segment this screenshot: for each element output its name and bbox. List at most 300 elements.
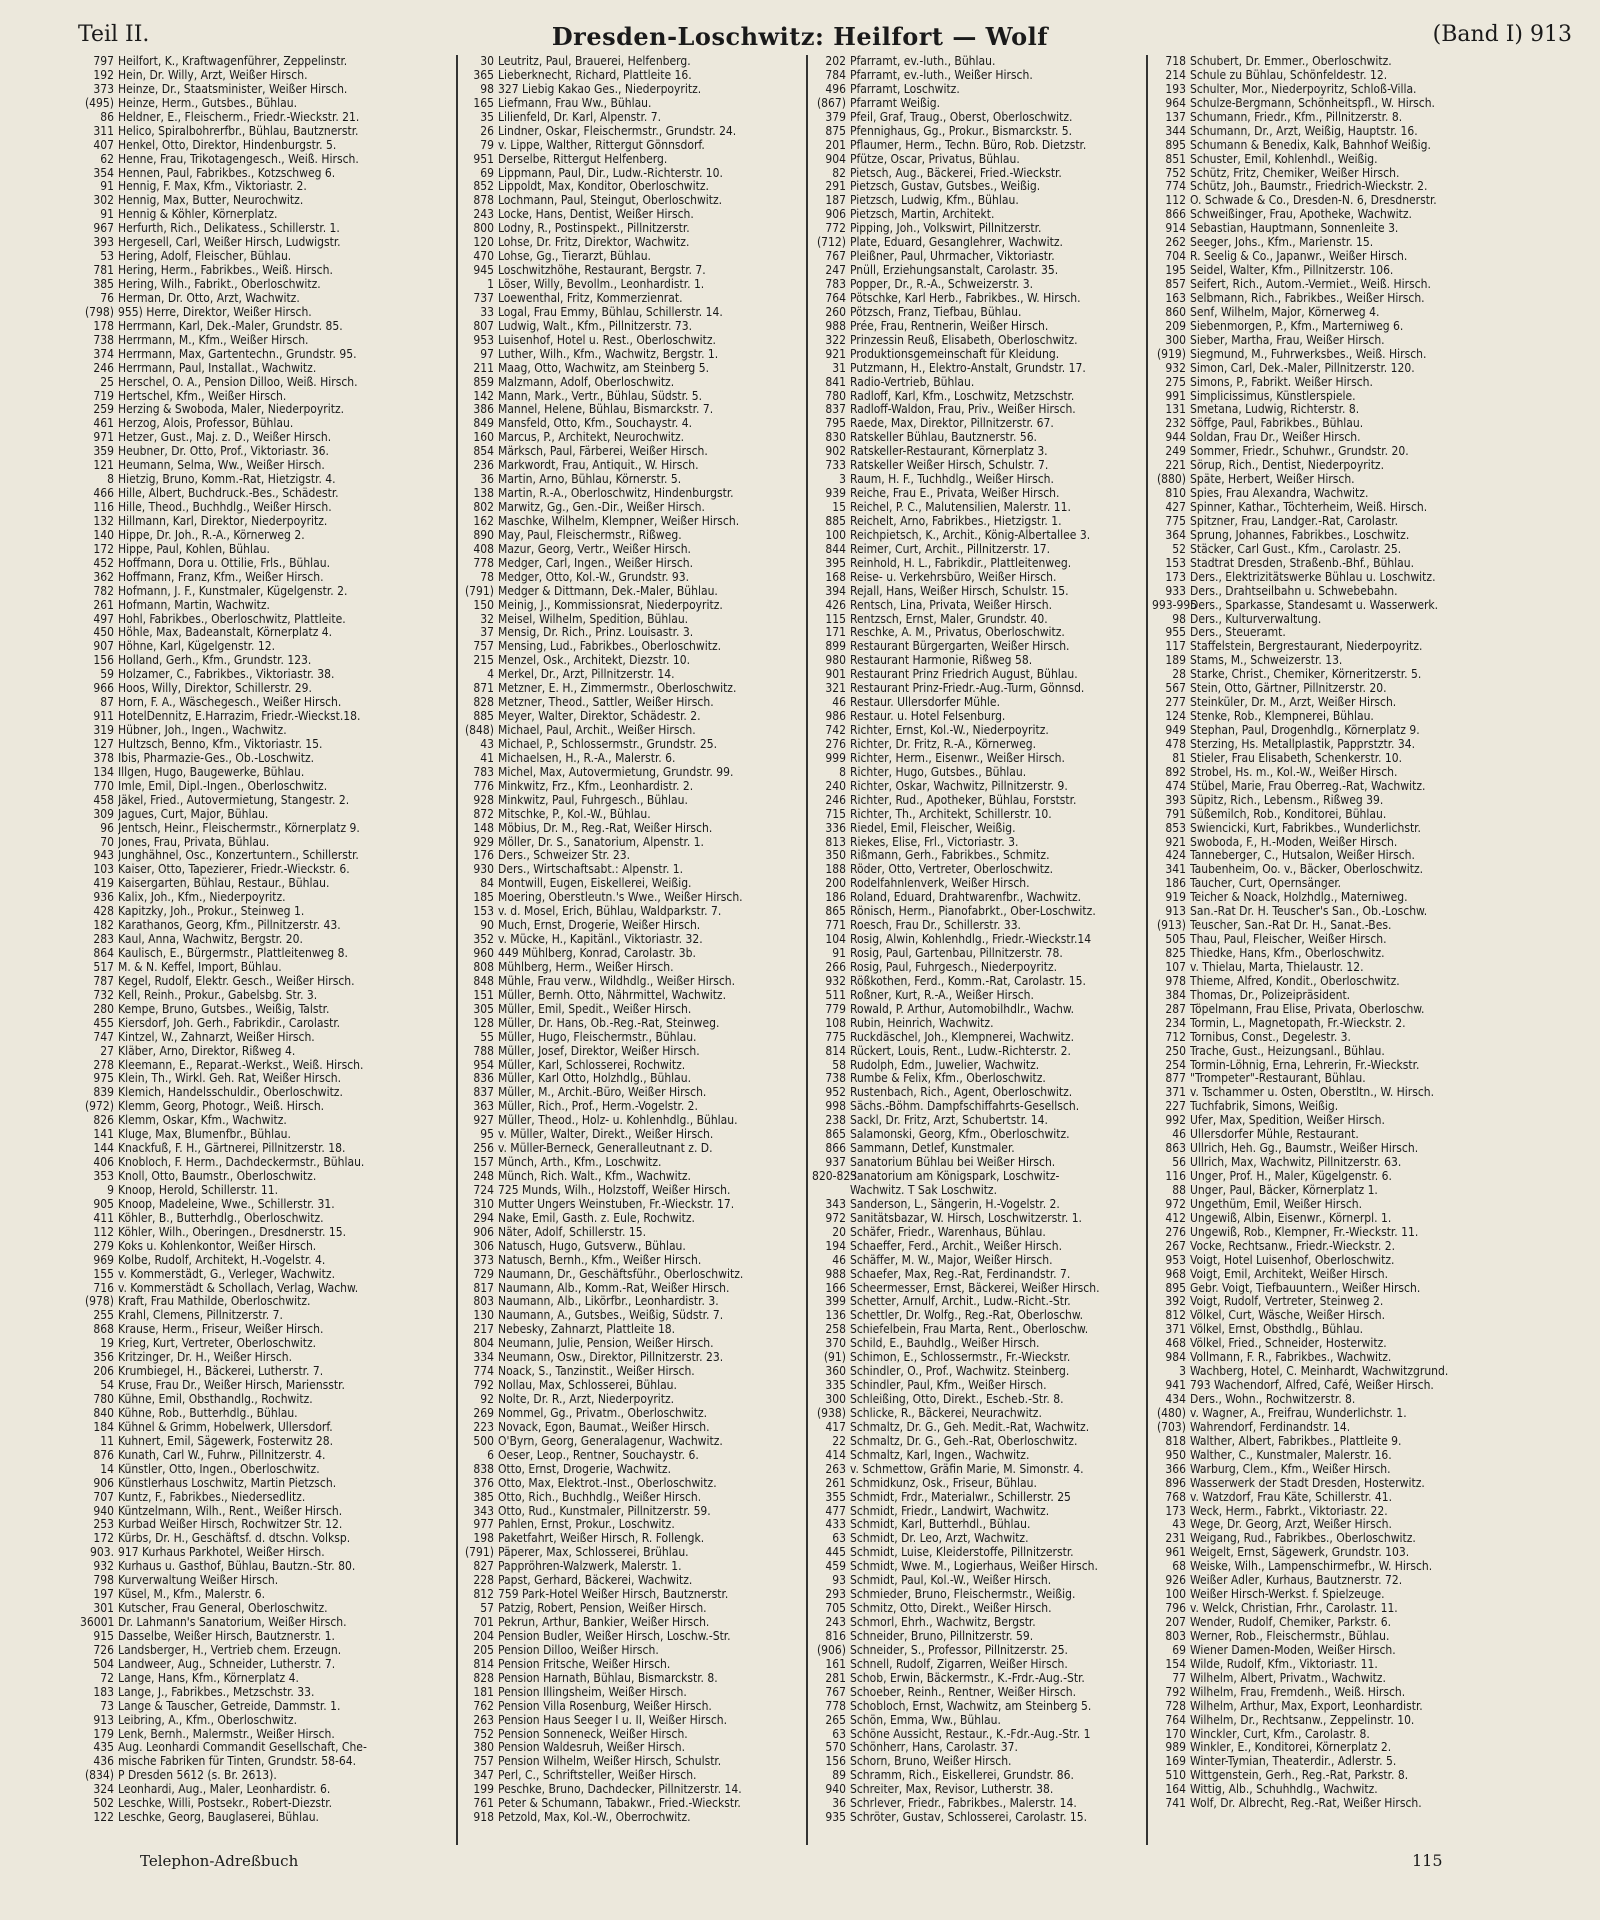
phone-number: 130	[473, 1309, 494, 1323]
directory-entry	[460, 320, 802, 334]
phone-number: 728	[1165, 1699, 1186, 1713]
phone-number: 170	[1165, 1727, 1186, 1741]
directory-entry	[1152, 626, 1592, 640]
entry-text: v. Welck, Christian, Frhr., Carolastr. 11.	[1190, 1602, 1398, 1616]
band-page-number: (Band I) 913	[1432, 22, 1572, 47]
phone-number: 738	[93, 333, 114, 347]
phone-number: 911	[93, 710, 114, 724]
entry-text: Kleemann, E., Reparat.-Werkst., Weiß. Hirsch.	[118, 1058, 364, 1072]
phone-number: 848	[473, 974, 494, 988]
entry-text: Kurhaus u. Gasthof, Bühlau, Bautzn.-Str. 80.	[118, 1560, 356, 1574]
phone-number: 9	[107, 1183, 114, 1197]
entry-text: Leonhardi, Aug., Maler, Leonhardistr. 6.	[118, 1783, 331, 1797]
phone-number: 103	[93, 863, 114, 877]
entry-text: Völkel, Curt, Wäsche, Weißer Hirsch.	[1190, 1309, 1386, 1323]
entry-text: Lodny, R., Postinspekt., Pillnitzerstr.	[498, 222, 690, 236]
entry-text: Schimon, E., Schlossermstr., Fr.-Wieckstr.	[850, 1351, 1071, 1365]
entry-text: Roßner, Kurt, R.-A., Weißer Hirsch.	[850, 988, 1034, 1002]
phone-number: 172	[93, 542, 114, 556]
directory-entry	[460, 208, 802, 222]
phone-number: 93	[832, 1574, 846, 1588]
phone-number: 932	[93, 1560, 114, 1574]
phone-number: 238	[825, 1114, 846, 1128]
entry-text: Pension Haus Seeger I u. II, Weißer Hirsch.	[498, 1713, 728, 1727]
phone-number: 741	[1165, 1797, 1186, 1811]
phone-number: 767	[825, 1685, 846, 1699]
directory-entry	[460, 1421, 802, 1435]
entry-text: Schettler, Dr. Wolfg., Reg.-Rat, Oberloschw.	[850, 1309, 1084, 1323]
entry-text: Senf, Wilhelm, Major, Körnerweg 4.	[1190, 305, 1380, 319]
entry-text: Münch, Rich. Walt., Kfm., Wachwitz.	[498, 1170, 691, 1183]
phone-number: 775	[1165, 514, 1186, 528]
entry-text: Winter-Tymian, Theaterdir., Adlerstr. 5.	[1190, 1755, 1397, 1769]
directory-entry	[1152, 1769, 1592, 1783]
directory-entry	[812, 1268, 1142, 1282]
directory-entry	[812, 1588, 1142, 1602]
entry-text: Lohse, Dr. Fritz, Direktor, Wachwitz.	[498, 236, 690, 250]
entry-text: Lange, Hans, Kfm., Körnerplatz 4.	[118, 1671, 299, 1685]
entry-text: Stieler, Frau Elisabeth, Schenkerstr. 10.	[1190, 751, 1403, 765]
entry-text: Hübner, Joh., Ingen., Wachwitz.	[118, 724, 287, 737]
entry-text: Winckler, Curt, Kfm., Carolastr. 8.	[1190, 1727, 1370, 1741]
entry-text: Schindler, O., Prof., Wachwitz. Steinberg.	[850, 1365, 1070, 1379]
directory-entry	[460, 194, 802, 208]
phone-number: 895	[1165, 1281, 1186, 1295]
directory-entry	[460, 1449, 802, 1463]
phone-number: 141	[93, 1128, 114, 1142]
phone-number: 992	[1165, 1114, 1186, 1128]
phone-number: 784	[825, 68, 846, 82]
entry-text: Mutter Ungers Weinstuben, Fr.-Wieckstr. 17.	[498, 1197, 735, 1211]
directory-entry	[460, 69, 802, 83]
phone-number: 951	[473, 152, 494, 166]
entry-text: Späte, Herbert, Weißer Hirsch.	[1190, 473, 1355, 487]
directory-entry	[80, 515, 452, 529]
entry-text: Steinküler, Dr. M., Arzt, Weißer Hirsch.	[1190, 696, 1397, 710]
directory-entry	[812, 1755, 1142, 1769]
directory-entry	[1152, 1728, 1592, 1742]
phone-number: 356	[93, 1351, 114, 1365]
directory-entry	[460, 1769, 802, 1783]
entry-text: Schulze-Bergmann, Schönheitspfl., W. Hirsch.	[1190, 96, 1435, 110]
entry-text: Söffge, Paul, Fabrikbes., Bühlau.	[1190, 417, 1364, 431]
phone-number: 70	[100, 835, 114, 849]
phone-number: 857	[1165, 278, 1186, 291]
entry-text: Kaiser, Otto, Tapezierer, Friedr.-Wieckstr. 6.	[118, 863, 350, 877]
directory-entry	[812, 975, 1142, 989]
directory-entry	[460, 710, 802, 724]
directory-entry	[1152, 1574, 1592, 1588]
phone-number: 470	[473, 250, 494, 264]
directory-entry	[1152, 1100, 1592, 1114]
phone-number: 96	[100, 821, 114, 835]
phone-number: 278	[93, 1058, 114, 1072]
entry-text: Wahrendorf, Ferdinandstr. 14.	[1190, 1420, 1351, 1434]
entry-text: Müller, Hugo, Fleischermstr., Bühlau.	[498, 1030, 697, 1044]
entry-text: Schumann, Friedr., Kfm., Pillnitzerstr. 8.	[1190, 110, 1403, 124]
phone-number: 261	[825, 1476, 846, 1490]
directory-entry	[80, 1309, 452, 1323]
phone-number: 166	[825, 1281, 846, 1295]
entry-text: Otto, Rud., Kunstmaler, Pillnitzerstr. 59.	[498, 1504, 711, 1518]
phone-number: 36001	[80, 1616, 115, 1629]
directory-entry	[80, 1546, 452, 1560]
phone-number: 424	[1165, 849, 1186, 863]
phone-number: 716	[93, 1281, 114, 1295]
entry-text: Staffelstein, Bergrestaurant, Niederpoyritz.	[1190, 640, 1423, 654]
phone-number: 19	[100, 1337, 114, 1351]
phone-number: 450	[93, 626, 114, 640]
entry-text: Spies, Frau Alexandra, Wachwitz.	[1190, 487, 1369, 501]
directory-entry	[460, 376, 802, 390]
directory-entry	[80, 1755, 452, 1769]
phone-number: 188	[825, 863, 846, 877]
directory-entry	[80, 947, 452, 961]
entry-text: Roesch, Frau Dr., Schillerstr. 33.	[850, 919, 1021, 933]
entry-text: Merkel, Dr., Arzt, Pillnitzerstr. 14.	[498, 668, 675, 682]
entry-text: Schmidt, Wwe. M., Logierhaus, Weißer Hirsch.	[850, 1560, 1098, 1574]
phone-number: 153	[1165, 556, 1186, 570]
directory-entry	[812, 1295, 1142, 1309]
directory-entry	[812, 278, 1142, 292]
directory-entry	[460, 501, 802, 515]
phone-number: 972	[825, 1211, 846, 1225]
phone-number: 412	[1165, 1211, 1186, 1225]
phone-number: 953	[1165, 1253, 1186, 1267]
phone-number: 108	[825, 1016, 846, 1030]
phone-number: 796	[1165, 1602, 1186, 1616]
entry-text: Päperer, Max, Schlosserei, Brühlau.	[498, 1546, 689, 1560]
phone-number: 865	[825, 905, 846, 919]
phone-number: 336	[825, 821, 846, 835]
entry-text: Ratskeller-Restaurant, Körnerplatz 3.	[850, 445, 1048, 459]
directory-entry	[812, 1421, 1142, 1435]
phone-number: 408	[473, 542, 494, 556]
phone-number: 433	[825, 1518, 846, 1532]
phone-number: 227	[1165, 1100, 1186, 1114]
directory-entry	[460, 1323, 802, 1337]
entry-text: Herfurth, Rich., Delikatess., Schillerstr. 1.	[118, 222, 340, 236]
directory-entry	[812, 376, 1142, 390]
phone-number: 260	[825, 305, 846, 319]
entry-text: Taucher, Curt, Opernsänger.	[1190, 877, 1342, 891]
directory-entry	[812, 1045, 1142, 1059]
entry-text: Jones, Frau, Privata, Bühlau.	[118, 835, 270, 849]
directory-entry	[1152, 125, 1592, 139]
directory-entry	[80, 654, 452, 668]
phone-number: 428	[93, 905, 114, 919]
entry-text: Holzamer, C., Fabrikbes., Viktoriastr. 38.	[118, 668, 335, 682]
entry-text: Winkler, E., Konditorei, Körnerplatz 2.	[1190, 1741, 1392, 1755]
directory-entry	[812, 1700, 1142, 1714]
entry-text: Weigelt, Ernst, Sägewerk, Grundstr. 103.	[1190, 1546, 1410, 1560]
directory-entry	[1152, 1672, 1592, 1686]
phone-number: 82	[832, 166, 846, 180]
entry-text: Markwordt, Frau, Antiquit., W. Hirsch.	[498, 459, 699, 473]
directory-entry	[460, 1477, 802, 1491]
phone-number: 14	[100, 1462, 114, 1476]
entry-text: mische Fabriken für Tinten, Grundstr. 58-64.	[118, 1755, 357, 1769]
directory-entry	[80, 320, 452, 334]
phone-number: 25	[100, 375, 114, 389]
directory-entry	[80, 1658, 452, 1672]
entry-text: Unger, Paul, Bäcker, Körnerplatz 1.	[1190, 1183, 1378, 1197]
phone-number: 771	[825, 919, 846, 933]
entry-text: Kühne, Emil, Obsthandlg., Rochwitz.	[118, 1393, 313, 1406]
directory-entry	[460, 264, 802, 278]
directory-entry	[1152, 250, 1592, 264]
directory-entry	[812, 543, 1142, 557]
entry-text: Rückert, Louis, Rent., Ludw.-Richterstr. 2.	[850, 1044, 1071, 1058]
directory-entry	[460, 1630, 802, 1644]
entry-text: Mitschke, P., Kol.-W., Bühlau.	[498, 807, 651, 821]
entry-text: Herman, Dr. Otto, Arzt, Wachwitz.	[118, 291, 300, 305]
directory-entry	[812, 1630, 1142, 1644]
phone-number: (906)	[816, 1643, 846, 1657]
directory-entry	[812, 808, 1142, 822]
entry-text: Putzmann, H., Elektro-Anstalt, Grundstr. 17.	[850, 361, 1086, 375]
phone-number: 971	[93, 431, 114, 445]
entry-text: Hennig, Max, Butter, Neurochwitz.	[118, 194, 304, 208]
directory-entry	[80, 794, 452, 808]
directory-entry	[80, 69, 452, 83]
directory-entry	[1152, 682, 1592, 696]
entry-text: Knackfuß, F. H., Gärtnerei, Pillnitzerstr. 18.	[118, 1142, 346, 1156]
directory-entry	[1152, 1463, 1592, 1477]
phone-number: 1	[487, 278, 494, 291]
entry-text: Schramm, Rich., Eiskellerei, Grundstr. 86.	[850, 1769, 1074, 1783]
phone-number: 807	[473, 319, 494, 333]
entry-text: Rosig, Paul, Gartenbau, Pillnitzerstr. 78.	[850, 947, 1063, 960]
entry-text: Höhne, Karl, Kügelgenstr. 12.	[118, 640, 276, 654]
entry-text: Perl, C., Schriftsteller, Weißer Hirsch.	[498, 1769, 697, 1783]
directory-entry	[812, 961, 1142, 975]
entry-text: Weiske, Wilh., Lampenschirmefbr., W. Hirsch.	[1190, 1560, 1433, 1574]
directory-entry	[812, 97, 1142, 111]
entry-text: Ullrich, Heh. Gg., Baumstr., Weißer Hirsch.	[1190, 1142, 1419, 1156]
entry-text: Pietsch, Aug., Bäckerei, Fried.-Wieckstr.	[850, 166, 1062, 180]
phone-number: 43	[1172, 1518, 1186, 1532]
directory-entry	[812, 1407, 1142, 1421]
phone-number: 967	[93, 222, 114, 236]
directory-entry	[460, 278, 802, 292]
entry-text: Pension Wilhelm, Weißer Hirsch, Schulstr.	[498, 1755, 722, 1769]
directory-entry	[812, 891, 1142, 905]
phone-number: 863	[1165, 1142, 1186, 1156]
directory-entry	[1152, 1031, 1592, 1045]
directory-entry	[460, 766, 802, 780]
phone-number: 872	[473, 807, 494, 821]
phone-number: 247	[825, 264, 846, 278]
phone-number: 63	[832, 1727, 846, 1741]
phone-number: 779	[825, 1002, 846, 1016]
phone-number: (972)	[84, 1100, 114, 1114]
directory-entry	[812, 1532, 1142, 1546]
phone-number: 461	[93, 417, 114, 431]
entry-text: Möller, Dr. S., Sanatorium, Alpenstr. 1.	[498, 835, 704, 849]
phone-number: 837	[473, 1086, 494, 1100]
phone-number: 140	[93, 528, 114, 542]
directory-entry	[1152, 1003, 1592, 1017]
phone-number: 918	[473, 1811, 494, 1825]
phone-number: 87	[100, 696, 114, 710]
directory-entry	[812, 208, 1142, 222]
directory-entry	[812, 1184, 1142, 1198]
directory-entry	[1152, 515, 1592, 529]
entry-text: Stams, M., Schweizerstr. 13.	[1190, 654, 1343, 668]
entry-text: Hippe, Paul, Kohlen, Bühlau.	[118, 542, 270, 556]
directory-entry	[1152, 877, 1592, 891]
phone-number: 310	[473, 1197, 494, 1211]
phone-number: 885	[473, 710, 494, 724]
directory-entry	[80, 1407, 452, 1421]
directory-entry	[80, 1142, 452, 1156]
phone-number: 839	[93, 1086, 114, 1100]
directory-entry	[1152, 1295, 1592, 1309]
phone-number: 150	[473, 598, 494, 612]
phone-number: 374	[93, 347, 114, 361]
entry-text: HotelDennitz, E.Harrazim, Friedr.-Wieckst.18.	[118, 710, 361, 724]
directory-entry	[460, 1365, 802, 1379]
directory-entry	[80, 264, 452, 278]
phone-number: 988	[825, 319, 846, 333]
entry-text: Knoll, Otto, Baumstr., Oberloschwitz.	[118, 1170, 317, 1183]
entry-text: Vollmann, F. R., Fabrikbes., Wachwitz.	[1190, 1351, 1392, 1365]
entry-text: Strobel, Hs. m., Kol.-W., Weißer Hirsch.	[1190, 765, 1398, 779]
phone-number: 762	[473, 1699, 494, 1713]
phone-number: 419	[93, 877, 114, 891]
entry-text: Riedel, Emil, Fleischer, Weißig.	[850, 821, 1016, 835]
directory-entry	[460, 1463, 802, 1477]
directory-entry	[1152, 111, 1592, 125]
entry-text: Nolte, Dr. R., Arzt, Niederpoyritz.	[498, 1393, 675, 1406]
directory-entry	[460, 1045, 802, 1059]
entry-text: Stäcker, Carl Gust., Kfm., Carolastr. 25.	[1190, 542, 1402, 556]
directory-entry	[812, 1477, 1142, 1491]
entry-text: 449 Mühlberg, Konrad, Carolastr. 3b.	[498, 947, 696, 960]
entry-text: Unger, Prof. H., Maler, Kügelgenstr. 6.	[1190, 1170, 1392, 1183]
phone-number: 937	[825, 1156, 846, 1170]
phone-number: 817	[473, 1281, 494, 1295]
directory-entry	[812, 836, 1142, 850]
directory-entry	[812, 320, 1142, 334]
entry-text: Müller, Karl Otto, Holzhdlg., Bühlau.	[498, 1072, 692, 1086]
phone-number: 752	[1165, 166, 1186, 180]
phone-number: 98	[480, 82, 494, 96]
entry-text: Hoffmann, Dora u. Ottilie, Frls., Bühlau.	[118, 556, 331, 570]
directory-entry	[80, 55, 452, 69]
phone-number: 192	[93, 68, 114, 82]
entry-text: Müller, Emil, Spedit., Weißer Hirsch.	[498, 1002, 692, 1016]
entry-text: Schmitz, Otto, Direkt., Weißer Hirsch.	[850, 1602, 1052, 1616]
directory-entry	[812, 334, 1142, 348]
directory-entry	[80, 919, 452, 933]
entry-text: Pfarramt, ev.-luth., Weißer Hirsch.	[850, 68, 1033, 82]
phone-number: 914	[1165, 222, 1186, 236]
entry-text: Richter, Th., Architekt, Schillerstr. 10.	[850, 807, 1052, 821]
directory-entry	[80, 139, 452, 153]
entry-text: Horn, F. A., Wäschegesch., Weißer Hirsch.	[118, 696, 342, 710]
column-3	[812, 55, 1142, 1830]
phone-number: 280	[93, 1002, 114, 1016]
phone-number: 774	[1165, 180, 1186, 194]
directory-entry	[460, 1295, 802, 1309]
directory-entry	[1152, 348, 1592, 362]
phone-number: 266	[825, 960, 846, 974]
phone-number: 154	[1165, 1657, 1186, 1671]
directory-entry	[80, 431, 452, 445]
phone-number: 497	[93, 612, 114, 626]
phone-number: 77	[1172, 1671, 1186, 1685]
phone-number: 986	[825, 710, 846, 724]
directory-entry	[812, 640, 1142, 654]
entry-text: Papst, Gerhard, Bäckerei, Wachwitz.	[498, 1574, 693, 1588]
phone-number: (919)	[1156, 347, 1186, 361]
phone-number: 827	[473, 1560, 494, 1574]
directory-entry	[460, 585, 802, 599]
entry-text: Spinner, Kathar., Töchterheim, Weiß. Hirsch.	[1190, 501, 1428, 514]
directory-entry	[1152, 1560, 1592, 1574]
entry-text: Tanneberger, C., Hutsalon, Weißer Hirsch.	[1190, 849, 1415, 863]
entry-text: Michel, Max, Autovermietung, Grundstr. 99.	[498, 765, 734, 779]
directory-entry	[80, 836, 452, 850]
entry-text: Landweer, Aug., Schneider, Lutherstr. 7.	[118, 1657, 336, 1671]
phone-number: 263	[825, 1462, 846, 1476]
phone-number: 778	[473, 556, 494, 570]
entry-text: Nollau, Max, Schlosserei, Bühlau.	[498, 1379, 677, 1393]
phone-number: 107	[1165, 960, 1186, 974]
entry-text: Raede, Max, Direktor, Pillnitzerstr. 67.	[850, 417, 1054, 431]
directory-entry	[80, 1017, 452, 1031]
phone-number: 92	[480, 1393, 494, 1406]
entry-text: Wittgenstein, Gerh., Reg.-Rat, Parkstr. 8.	[1190, 1769, 1409, 1783]
phone-number: 712	[1165, 1030, 1186, 1044]
entry-text: Hille, Albert, Buchdruck.-Bes., Schädestr.	[118, 487, 339, 501]
phone-number: 91	[832, 947, 846, 960]
phone-number: 250	[1165, 1044, 1186, 1058]
directory-entry	[1152, 1059, 1592, 1073]
phone-number: 458	[93, 793, 114, 807]
phone-number: 701	[473, 1616, 494, 1629]
entry-text: Töpelmann, Frau Elise, Privata, Oberloschw.	[1190, 1002, 1425, 1016]
directory-entry	[460, 1560, 802, 1574]
directory-entry	[80, 1100, 452, 1114]
directory-entry	[1152, 1714, 1592, 1728]
entry-text: Sieber, Martha, Frau, Weißer Hirsch.	[1190, 333, 1385, 347]
directory-entry	[80, 1323, 452, 1337]
directory-entry	[1152, 599, 1592, 613]
entry-text: Schneider, Bruno, Pillnitzerstr. 59.	[850, 1629, 1034, 1643]
entry-text: Lippoldt, Max, Konditor, Oberloschwitz.	[498, 180, 709, 194]
directory-entry	[80, 1198, 452, 1212]
directory-entry	[812, 403, 1142, 417]
phone-number: 901	[825, 668, 846, 682]
phone-number: 393	[93, 236, 114, 250]
phone-number: 704	[1165, 250, 1186, 264]
directory-entry	[460, 654, 802, 668]
phone-number: 137	[1165, 110, 1186, 124]
entry-text: Malzmann, Adolf, Oberloschwitz.	[498, 375, 675, 389]
directory-entry	[812, 1226, 1142, 1240]
directory-entry	[80, 1212, 452, 1226]
phone-number: 803	[473, 1295, 494, 1309]
directory-entry	[80, 1031, 452, 1045]
directory-entry	[80, 1282, 452, 1296]
entry-text: Schubert, Dr. Emmer., Oberloschwitz.	[1190, 55, 1392, 68]
directory-entry	[812, 599, 1142, 613]
entry-text: Schmidt, Dr. Leo, Arzt, Wachwitz.	[850, 1532, 1029, 1546]
directory-entry	[1152, 1588, 1592, 1602]
